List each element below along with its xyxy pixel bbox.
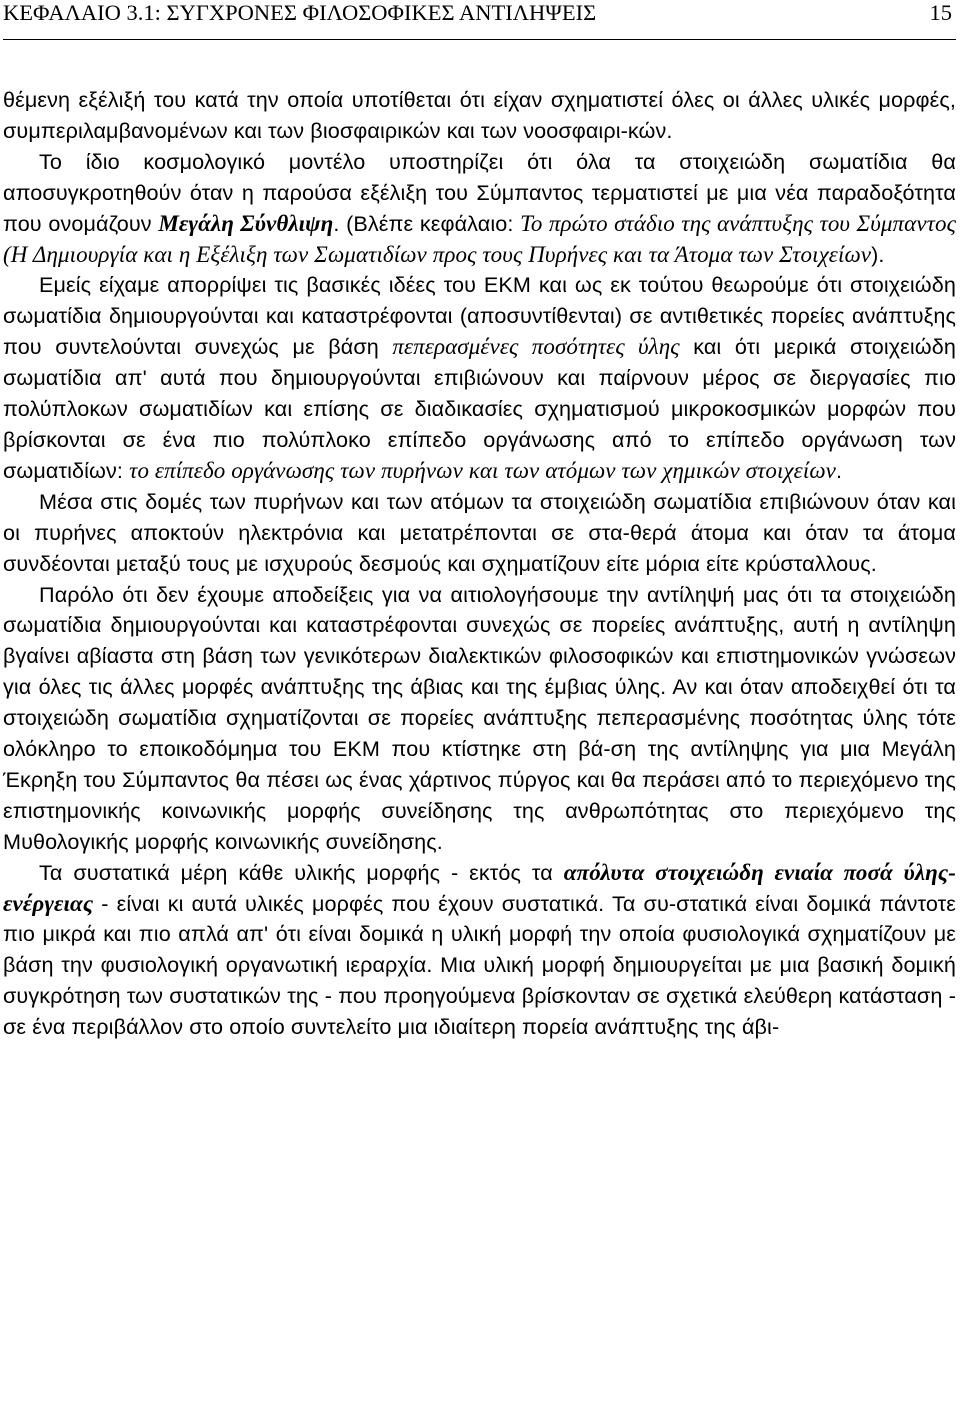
paragraph-continued (3, 85, 956, 147)
paragraph-text: Το ίδιο κοσμολογικό μοντέλο υποστηρίζει ότι όλα τα στοιχειώδη σωματίδια θα αποσυγκροτηθούν όταν η παρούσα εξέλιξη του Σύμπαντος τερματιστεί με μια νέα παραδοξότητα που ονομάζουν (3, 148, 956, 236)
page-number: 15 (929, 0, 952, 25)
paragraph-text: - είναι κι αυτά υλικές μορφές που έχουν συστατικά. Τα συ-στατικά είναι δομικά πάντοτε πιο μικρά και πιο απλά απ' ότι είναι δομικά η υλική μορφή την οποία φυσιολογικά σχηματίζουν με βάση την φυσιολογική οργανωτική ιεραρχία. Μια υλική μορφή δημιουργείται με μια βασική δομική συγκρότηση των συστατικών της - που προηγούμενα βρίσκονταν σε σχετικά ελεύθερη κατάσταση - σε ένα περιβάλλον στο οποίο συντελείτο μια ιδιαίτερη πορεία ανάπτυξης της άβι- (3, 890, 956, 1040)
body-text (3, 85, 956, 1043)
paragraph-text: ). (871, 241, 885, 267)
paragraph-text: . (Βλέπε κεφάλαιο: (333, 210, 521, 236)
paragraph-text: Παρόλο ότι δεν έχουμε αποδείξεις για να αιτιολογήσουμε την αντίληψή μας ότι τα στοιχειώδη σωματίδια δημιουργούνται και καταστρέφονται συνεχώς σε πορείες ανάπτυξης, αυτή η αντίληψη βγαίνει αβίαστα στη βάση των γενικότερων διαλεκτικών φιλοσοφικών και επιστημονικών γνώσεων για όλες τις άλλες μορφές ανάπτυξης της άβιας και της έμβιας ύλης. Αν και όταν αποδειχθεί ότι τα στοιχειώδη σωματίδια σχηματίζονται σε πορείες ανάπτυξης πεπερασμένης ποσότητας ύλης τότε ολόκληρο το εποικοδόμημα του ΕΚΜ που κτίστηκε στη βά-ση της αντίληψης για μια Μεγάλη Έκρηξη του Σύμπαντος θα πέσει ως ένας χάρτινος πύργος και θα περάσει από το περιεχόμενο της επιστημονικής κοινωνικής μορφής συνείδησης της ανθρωπότητας στο περιεχόμενο της Μυθολογικής μορφής κοινωνικής συνείδησης. (3, 581, 956, 854)
paragraph-text: . (836, 457, 843, 483)
header-rule (3, 39, 956, 40)
emphasis-term: απόλυτα στοιχειώδη ενιαία ποσά ύλης-ενέργειας (3, 859, 956, 916)
emphasis-term: Μεγάλη Σύνθλιψη (158, 210, 334, 236)
emphasis-phrase: πεπερασμένες ποσότητες ύλης (392, 334, 680, 360)
paragraph-text: θέμενη εξέλιξή του κατά την οποία υποτίθεται ότι είχαν σχηματιστεί όλες οι άλλες υλικές μορφές, συμπεριλαμβανομένων και των βιοσφαιρικών και των νοοσφαιρι-κών. (3, 87, 956, 143)
paragraph (3, 147, 956, 271)
paragraph-text: και ότι μερικά στοιχειώδη σωματίδια απ' αυτά που δημιουργούνται επιβιώνουν και παίρνουν μέρος σε διεργασίες πιο πολύπλοκων σωματιδίων και επίσης σε διαδικασίες σχηματισμού μικροκοσμικών μορφών που βρίσκονται σε ένα πιο πολύπλοκο επίπεδο οργάνωσης από το επίπεδο οργάνωση των σωματιδίων: (3, 334, 956, 483)
chapter-reference: Το πρώτο στάδιο της ανάπτυξης του Σύμπαντος (Η Δημιουργία και η Εξέλιξη των Σωματιδίων προς τους Πυρήνες και τα Άτομα των Στοιχείων (3, 210, 956, 267)
paragraph (3, 858, 956, 1043)
paragraph (3, 580, 956, 858)
page-header (3, 0, 956, 30)
chapter-title: ΚΕΦΑΛΑΙΟ 3.1: ΣΥΓΧΡΟΝΕΣ ΦΙΛΟΣΟΦΙΚΕΣ ΑΝΤΙΛΗΨΕΙΣ (3, 0, 597, 25)
paragraph-text: Μέσα στις δομές των πυρήνων και των ατόμων τα στοιχειώδη σωματίδια επιβιώνουν όταν και οι πυρήνες αποκτούν ηλεκτρόνια και μετατρέπονται σε στα-θερά άτομα και όταν τα άτομα συνδέονται μεταξύ τους με ισχυρούς δεσμούς και σχηματίζουν είτε μόρια είτε κρύσταλλους. (3, 488, 956, 576)
paragraph (3, 270, 956, 486)
paragraph-text: Εμείς είχαμε απορρίψει τις βασικές ιδέες του ΕΚΜ και ως εκ τούτου θεωρούμε ότι στοιχειώδη σωματίδια δημιουργούνται και καταστρέφονται (αποσυντίθενται) σε αντιθετικές πορείες ανάπτυξης που συντελούνται συνεχώς με βάση (3, 272, 956, 360)
paragraph (3, 487, 956, 580)
emphasis-phrase: το επίπεδο οργάνωσης των πυρήνων και των ατόμων των χημικών στοιχείων (129, 457, 836, 483)
paragraph-text: Τα συστατικά μέρη κάθε υλικής μορφής - εκτός τα (39, 859, 564, 885)
